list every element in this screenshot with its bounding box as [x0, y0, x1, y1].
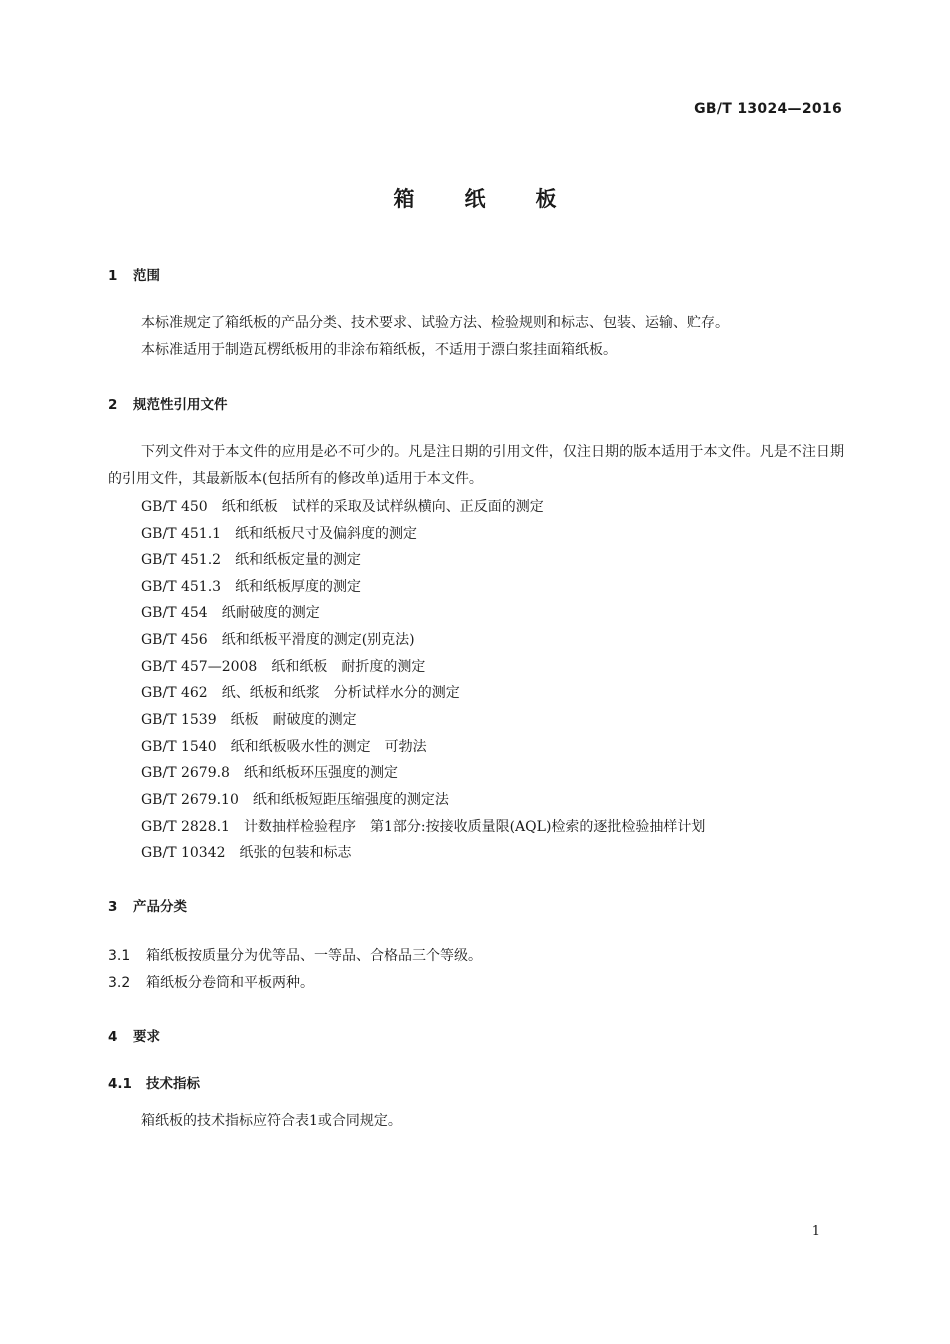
clause-item — [108, 945, 482, 965]
reference-title: 纸和纸板 耐折度的测定 — [271, 659, 426, 675]
reference-title: 计数抽样检验程序 第1部分:按接收质量限(AQL)检索的逐批检验抽样计划 — [243, 819, 706, 835]
reference-title: 纸和纸板尺寸及偏斜度的测定 — [235, 526, 418, 542]
reference-code: GB/T 2679.10 — [141, 792, 239, 808]
reference-title: 纸和纸板环压强度的测定 — [243, 765, 398, 781]
reference-title: 纸板 耐破度的测定 — [230, 712, 357, 728]
reference-code: GB/T 1539 — [141, 712, 217, 728]
reference-code: GB/T 456 — [141, 632, 208, 648]
clause-text: 箱纸板分卷筒和平板两种。 — [146, 975, 314, 991]
section-title: 范围 — [133, 268, 160, 284]
reference-title: 纸和纸板定量的测定 — [235, 552, 362, 568]
clause-item — [108, 972, 314, 992]
reference-code: GB/T 454 — [141, 605, 208, 621]
section-number: 1 — [108, 268, 118, 284]
reference-title: 纸和纸板厚度的测定 — [235, 579, 362, 595]
clause-number: 3.2 — [108, 975, 131, 991]
reference-title: 纸和纸板短距压缩强度的测定法 — [252, 792, 449, 808]
clause-text: 箱纸板按质量分为优等品、一等品、合格品三个等级。 — [146, 948, 482, 964]
reference-code: GB/T 451.2 — [141, 552, 222, 568]
reference-code: GB/T 2679.8 — [141, 765, 230, 781]
paragraph: 箱纸板的技术指标应符合表1或合同规定。 — [141, 1113, 402, 1129]
reference-item — [141, 576, 361, 596]
reference-code: GB/T 10342 — [141, 845, 226, 861]
clause-number: 3.1 — [108, 948, 131, 964]
reference-item — [141, 523, 417, 543]
section-4-heading — [108, 1025, 160, 1045]
section-title: 规范性引用文件 — [133, 397, 228, 413]
reference-title: 纸张的包装和标志 — [239, 845, 352, 861]
reference-title: 纸耐破度的测定 — [221, 605, 320, 621]
section-number: 3 — [108, 899, 118, 915]
reference-item — [141, 549, 361, 569]
reference-code: GB/T 2828.1 — [141, 819, 230, 835]
paragraph: 本标准适用于制造瓦楞纸板用的非涂布箱纸板，不适用于漂白浆挂面箱纸板。 — [141, 342, 617, 358]
reference-title: 纸和纸板吸水性的测定 可勃法 — [230, 739, 427, 755]
section-1-heading — [108, 264, 160, 284]
paragraph: 本标准规定了箱纸板的产品分类、技术要求、试验方法、检验规则和标志、包装、运输、贮存。 — [141, 315, 729, 331]
section-2-heading — [108, 393, 228, 413]
reference-title: 纸和纸板平滑度的测定(别克法) — [221, 632, 415, 648]
reference-title: 纸和纸板 试样的采取及试样纵横向、正反面的测定 — [221, 499, 544, 515]
section-number: 2 — [108, 397, 118, 413]
page-number: 1 — [811, 1224, 820, 1239]
reference-item — [141, 602, 320, 622]
reference-item — [141, 709, 357, 729]
reference-code: GB/T 1540 — [141, 739, 217, 755]
reference-code: GB/T 457—2008 — [141, 659, 258, 675]
reference-title: 纸、纸板和纸浆 分析试样水分的测定 — [221, 685, 460, 701]
reference-item — [141, 842, 352, 862]
section-title: 要求 — [133, 1029, 160, 1045]
reference-code: GB/T 462 — [141, 685, 208, 701]
section-number: 4 — [108, 1029, 118, 1045]
document-title: 箱纸板 — [393, 187, 607, 211]
subsection-number: 4.1 — [108, 1076, 132, 1092]
reference-code: GB/T 450 — [141, 499, 208, 515]
section-3-heading — [108, 895, 187, 915]
reference-code: GB/T 451.1 — [141, 526, 222, 542]
document-id: GB/T 13024—2016 — [694, 101, 842, 117]
reference-item — [141, 736, 427, 756]
reference-item — [141, 816, 705, 836]
reference-code: GB/T 451.3 — [141, 579, 222, 595]
subsection-title: 技术指标 — [146, 1076, 200, 1092]
references-intro: 下列文件对于本文件的应用是必不可少的。凡是注日期的引用文件，仅注日期的版本适用于本文件。凡是不注日期的引用文件，其最新版本(包括所有的修改单)适用于本文件。 — [108, 444, 844, 487]
section-title: 产品分类 — [133, 899, 187, 915]
reference-item — [141, 682, 460, 702]
reference-item — [141, 656, 425, 676]
reference-item — [141, 629, 415, 649]
reference-item — [141, 762, 398, 782]
subsection-4-1-heading — [108, 1072, 200, 1092]
reference-item — [141, 496, 544, 516]
reference-item — [141, 789, 449, 809]
